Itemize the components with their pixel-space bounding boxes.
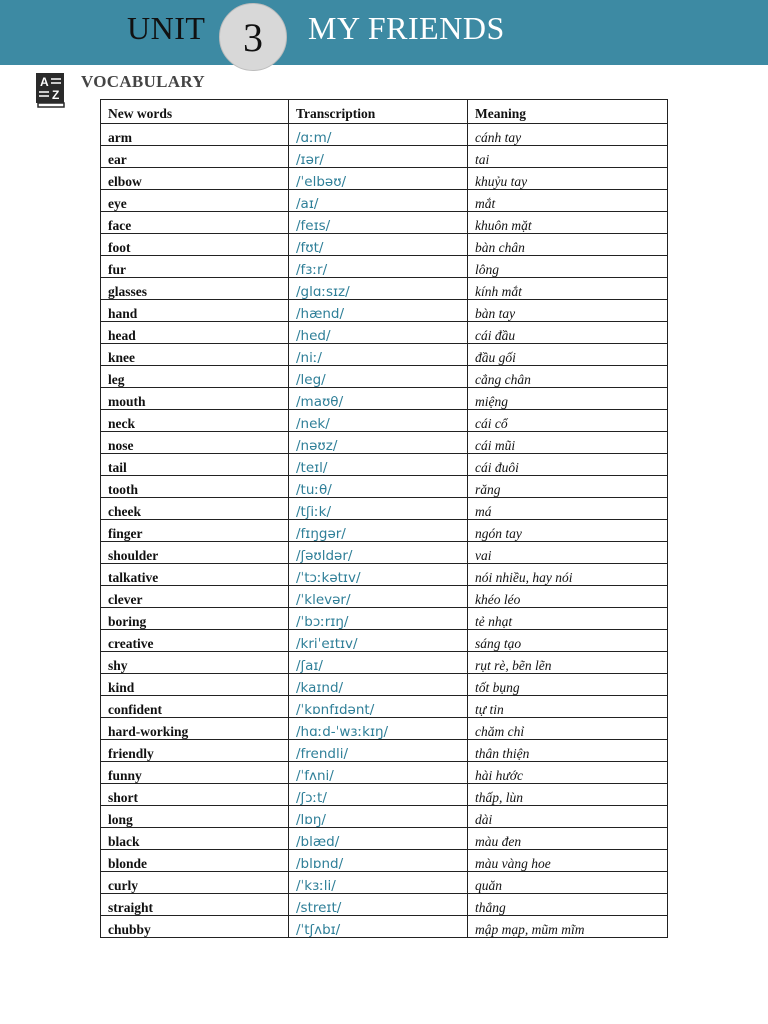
table-row bbox=[101, 454, 668, 476]
transcription-cell: /ʃaɪ/ bbox=[289, 652, 468, 674]
transcription-cell: /nek/ bbox=[289, 410, 468, 432]
meaning-cell: thẳng bbox=[468, 894, 668, 916]
word-cell: ear bbox=[101, 146, 289, 168]
transcription-cell: /kriˈeɪtɪv/ bbox=[289, 630, 468, 652]
meaning-cell: ngón tay bbox=[468, 520, 668, 542]
table-header-row bbox=[101, 100, 668, 124]
meaning-cell: thân thiện bbox=[468, 740, 668, 762]
vocabulary-table bbox=[100, 99, 668, 938]
transcription-cell: /nəʊz/ bbox=[289, 432, 468, 454]
table-row bbox=[101, 432, 668, 454]
table-row bbox=[101, 916, 668, 938]
word-cell: curly bbox=[101, 872, 289, 894]
transcription-cell: /fɪŋgər/ bbox=[289, 520, 468, 542]
table-row bbox=[101, 256, 668, 278]
table-row bbox=[101, 894, 668, 916]
table-row bbox=[101, 322, 668, 344]
meaning-cell: tự tin bbox=[468, 696, 668, 718]
meaning-cell: răng bbox=[468, 476, 668, 498]
table-row bbox=[101, 564, 668, 586]
word-cell: mouth bbox=[101, 388, 289, 410]
transcription-cell: /ˈtʃʌbɪ/ bbox=[289, 916, 468, 938]
table-row bbox=[101, 388, 668, 410]
table-row bbox=[101, 300, 668, 322]
table-row bbox=[101, 674, 668, 696]
word-cell: tooth bbox=[101, 476, 289, 498]
unit-number-badge: 3 bbox=[219, 3, 287, 71]
word-cell: foot bbox=[101, 234, 289, 256]
transcription-cell: /ˈkɒnfɪdənt/ bbox=[289, 696, 468, 718]
table-row bbox=[101, 168, 668, 190]
transcription-cell: /ˈbɔːrɪŋ/ bbox=[289, 608, 468, 630]
word-cell: clever bbox=[101, 586, 289, 608]
meaning-cell: tẻ nhạt bbox=[468, 608, 668, 630]
meaning-cell: dài bbox=[468, 806, 668, 828]
transcription-cell: /streɪt/ bbox=[289, 894, 468, 916]
meaning-cell: nói nhiều, hay nói bbox=[468, 564, 668, 586]
word-cell: funny bbox=[101, 762, 289, 784]
transcription-cell: /ˈelbəʊ/ bbox=[289, 168, 468, 190]
table-row bbox=[101, 498, 668, 520]
transcription-cell: /hɑːd-ˈwɜːkɪŋ/ bbox=[289, 718, 468, 740]
meaning-cell: cái đầu bbox=[468, 322, 668, 344]
word-cell: hard-working bbox=[101, 718, 289, 740]
table-row bbox=[101, 630, 668, 652]
word-cell: friendly bbox=[101, 740, 289, 762]
table-row bbox=[101, 718, 668, 740]
table-row bbox=[101, 542, 668, 564]
transcription-cell: /leg/ bbox=[289, 366, 468, 388]
meaning-cell: kính mắt bbox=[468, 278, 668, 300]
transcription-cell: /ʃəʊldər/ bbox=[289, 542, 468, 564]
icon-letter-a: A bbox=[40, 75, 49, 89]
transcription-cell: /ˈfʌni/ bbox=[289, 762, 468, 784]
table-row bbox=[101, 366, 668, 388]
table-row bbox=[101, 520, 668, 542]
meaning-cell: cánh tay bbox=[468, 124, 668, 146]
word-cell: fur bbox=[101, 256, 289, 278]
meaning-cell: đầu gối bbox=[468, 344, 668, 366]
transcription-cell: /teɪl/ bbox=[289, 454, 468, 476]
table-row bbox=[101, 784, 668, 806]
table-row bbox=[101, 652, 668, 674]
transcription-cell: /ʃɔːt/ bbox=[289, 784, 468, 806]
transcription-cell: /ɪər/ bbox=[289, 146, 468, 168]
header-new-words: New words bbox=[101, 100, 289, 124]
transcription-cell: /blɒnd/ bbox=[289, 850, 468, 872]
transcription-cell: /fʊt/ bbox=[289, 234, 468, 256]
table-row bbox=[101, 696, 668, 718]
meaning-cell: bàn chân bbox=[468, 234, 668, 256]
transcription-cell: /lɒŋ/ bbox=[289, 806, 468, 828]
transcription-cell: /ˈtɔːkətɪv/ bbox=[289, 564, 468, 586]
dictionary-az-icon bbox=[34, 71, 68, 109]
word-cell: face bbox=[101, 212, 289, 234]
transcription-cell: /glɑːsɪz/ bbox=[289, 278, 468, 300]
meaning-cell: thấp, lùn bbox=[468, 784, 668, 806]
transcription-cell: /fɜːr/ bbox=[289, 256, 468, 278]
word-cell: finger bbox=[101, 520, 289, 542]
table-row bbox=[101, 828, 668, 850]
meaning-cell: lông bbox=[468, 256, 668, 278]
meaning-cell: rụt rè, bẽn lẽn bbox=[468, 652, 668, 674]
table-row bbox=[101, 190, 668, 212]
unit-label: UNIT bbox=[127, 10, 206, 46]
section-heading: VOCABULARY bbox=[81, 72, 205, 91]
word-cell: leg bbox=[101, 366, 289, 388]
table-row bbox=[101, 124, 668, 146]
meaning-cell: mắt bbox=[468, 190, 668, 212]
meaning-cell: quăn bbox=[468, 872, 668, 894]
meaning-cell: sáng tạo bbox=[468, 630, 668, 652]
word-cell: neck bbox=[101, 410, 289, 432]
transcription-cell: /maʊθ/ bbox=[289, 388, 468, 410]
meaning-cell: khéo léo bbox=[468, 586, 668, 608]
unit-title: MY FRIENDS bbox=[308, 10, 505, 46]
transcription-cell: /blæd/ bbox=[289, 828, 468, 850]
word-cell: black bbox=[101, 828, 289, 850]
word-cell: shy bbox=[101, 652, 289, 674]
word-cell: long bbox=[101, 806, 289, 828]
transcription-cell: /aɪ/ bbox=[289, 190, 468, 212]
table-row bbox=[101, 344, 668, 366]
word-cell: tail bbox=[101, 454, 289, 476]
table-row bbox=[101, 278, 668, 300]
transcription-cell: /kaɪnd/ bbox=[289, 674, 468, 696]
meaning-cell: cái mũi bbox=[468, 432, 668, 454]
word-cell: creative bbox=[101, 630, 289, 652]
word-cell: straight bbox=[101, 894, 289, 916]
word-cell: knee bbox=[101, 344, 289, 366]
table-row bbox=[101, 850, 668, 872]
word-cell: nose bbox=[101, 432, 289, 454]
word-cell: blonde bbox=[101, 850, 289, 872]
meaning-cell: tốt bụng bbox=[468, 674, 668, 696]
transcription-cell: /feɪs/ bbox=[289, 212, 468, 234]
transcription-cell: /tʃiːk/ bbox=[289, 498, 468, 520]
meaning-cell: má bbox=[468, 498, 668, 520]
transcription-cell: /ˈklevər/ bbox=[289, 586, 468, 608]
header-transcription: Transcription bbox=[289, 100, 468, 124]
meaning-cell: chăm chỉ bbox=[468, 718, 668, 740]
meaning-cell: khuôn mặt bbox=[468, 212, 668, 234]
transcription-cell: /ˈkɜːli/ bbox=[289, 872, 468, 894]
meaning-cell: tai bbox=[468, 146, 668, 168]
meaning-cell: màu đen bbox=[468, 828, 668, 850]
word-cell: short bbox=[101, 784, 289, 806]
table-row bbox=[101, 740, 668, 762]
transcription-cell: /hænd/ bbox=[289, 300, 468, 322]
meaning-cell: cẳng chân bbox=[468, 366, 668, 388]
table-row bbox=[101, 872, 668, 894]
table-row bbox=[101, 212, 668, 234]
table-row bbox=[101, 234, 668, 256]
transcription-cell: /frendli/ bbox=[289, 740, 468, 762]
table-row bbox=[101, 146, 668, 168]
meaning-cell: bàn tay bbox=[468, 300, 668, 322]
meaning-cell: cái đuôi bbox=[468, 454, 668, 476]
unit-banner bbox=[0, 0, 768, 65]
transcription-cell: /tuːθ/ bbox=[289, 476, 468, 498]
word-cell: eye bbox=[101, 190, 289, 212]
word-cell: kind bbox=[101, 674, 289, 696]
word-cell: arm bbox=[101, 124, 289, 146]
word-cell: shoulder bbox=[101, 542, 289, 564]
meaning-cell: hài hước bbox=[468, 762, 668, 784]
word-cell: elbow bbox=[101, 168, 289, 190]
meaning-cell: mập mạp, mũm mĩm bbox=[468, 916, 668, 938]
icon-letter-z: Z bbox=[52, 88, 60, 102]
table-row bbox=[101, 586, 668, 608]
word-cell: confident bbox=[101, 696, 289, 718]
word-cell: chubby bbox=[101, 916, 289, 938]
table-row bbox=[101, 762, 668, 784]
word-cell: head bbox=[101, 322, 289, 344]
word-cell: hand bbox=[101, 300, 289, 322]
meaning-cell: cái cổ bbox=[468, 410, 668, 432]
meaning-cell: miệng bbox=[468, 388, 668, 410]
transcription-cell: /hed/ bbox=[289, 322, 468, 344]
word-cell: cheek bbox=[101, 498, 289, 520]
word-cell: talkative bbox=[101, 564, 289, 586]
header-meaning: Meaning bbox=[468, 100, 668, 124]
table-row bbox=[101, 410, 668, 432]
table-row bbox=[101, 806, 668, 828]
table-row bbox=[101, 608, 668, 630]
meaning-cell: vai bbox=[468, 542, 668, 564]
table-row bbox=[101, 476, 668, 498]
transcription-cell: /niː/ bbox=[289, 344, 468, 366]
transcription-cell: /ɑːm/ bbox=[289, 124, 468, 146]
meaning-cell: màu vàng hoe bbox=[468, 850, 668, 872]
word-cell: glasses bbox=[101, 278, 289, 300]
word-cell: boring bbox=[101, 608, 289, 630]
meaning-cell: khuỷu tay bbox=[468, 168, 668, 190]
